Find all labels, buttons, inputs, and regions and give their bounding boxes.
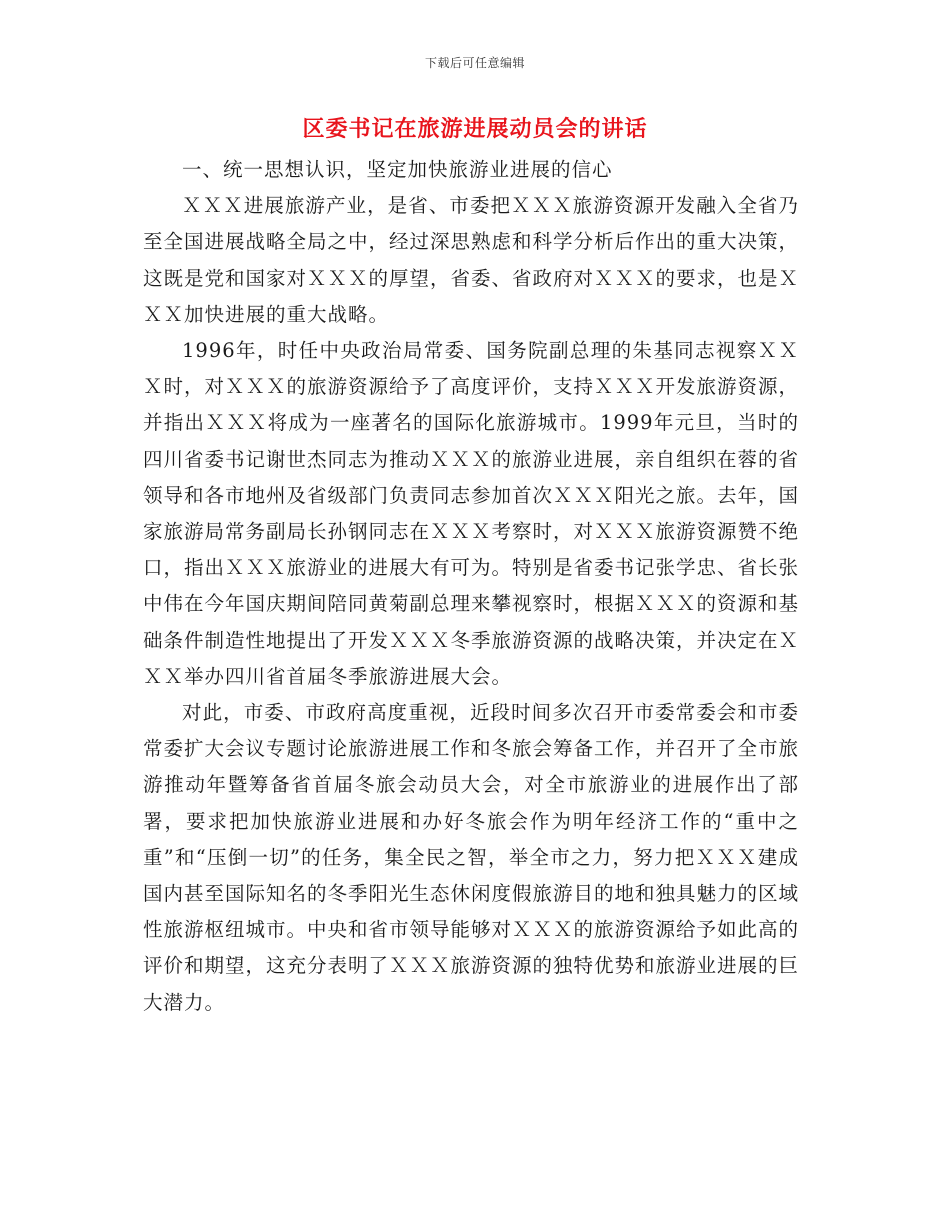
paragraph-1: ＸＸＸ进展旅游产业，是省、市委把ＸＸＸ旅游资源开发融入全省乃至全国进展战略全局之中，经过深思熟虑和科学分析后作出的重大决策，这既是党和国家对ＸＸＸ的厚望，省委、省政府对ＸＸＸ的要求，也是ＸＸＸ加快进展的重大战略。 bbox=[143, 194, 800, 326]
document-title: 区委书记在旅游进展动员会的讲话 bbox=[302, 116, 648, 142]
paragraph-2: 1996年，时任中央政治局常委、国务院副总理的朱基同志视察ＸＸＸ时，对ＸＸＸ的旅游资源给予了高度评价，支持ＸＸＸ开发旅游资源，并指出ＸＸＸ将成为一座著名的国际化旅游城市。1999年元旦，当时的四川省委书记谢世杰同志为推动ＸＸＸ的旅游业进展，亲自组织在蓉的省领导和各市地州及省级部门负责同志参加首次ＸＸＸ阳光之旅。去年，国家旅游局常务副局长孙钢同志在ＸＸＸ考察时，对ＸＸＸ旅游资源赞不绝口，指出ＸＸＸ旅游业的进展大有可为。特别是省委书记张学忠、省长张中伟在今年国庆期间陪同黄菊副总理来攀视察时，根据ＸＸＸ的资源和基础条件制造性地提出了开发ＸＸＸ冬季旅游资源的战略决策，并决定在ＸＸＸ举办四川省首届冬季旅游进展大会。 bbox=[143, 339, 800, 688]
section-heading: 一、统一思想认识，坚定加快旅游业进展的信心 bbox=[182, 158, 613, 181]
header-note: 下载后可任意编辑 bbox=[424, 56, 525, 70]
paragraph-3: 对此，市委、市政府高度重视，近段时间多次召开市委常委会和市委常委扩大会议专题讨论旅游进展工作和冬旅会筹备工作，并召开了全市旅游推动年暨筹备省首届冬旅会动员大会，对全市旅游业的进展作出了部署，要求把加快旅游业进展和办好冬旅会作为明年经济工作的“重中之重”和“压倒一切”的任务，集全民之智，举全市之力，努力把ＸＸＸ建成国内甚至国际知名的冬季阳光生态休闲度假旅游目的地和独具魅力的区域性旅游枢纽城市。中央和省市领导能够对ＸＸＸ的旅游资源给予如此高的评价和期望，这充分表明了ＸＸＸ旅游资源的独特优势和旅游业进展的巨大潜力。 bbox=[143, 701, 800, 1014]
document-body bbox=[143, 152, 799, 1021]
